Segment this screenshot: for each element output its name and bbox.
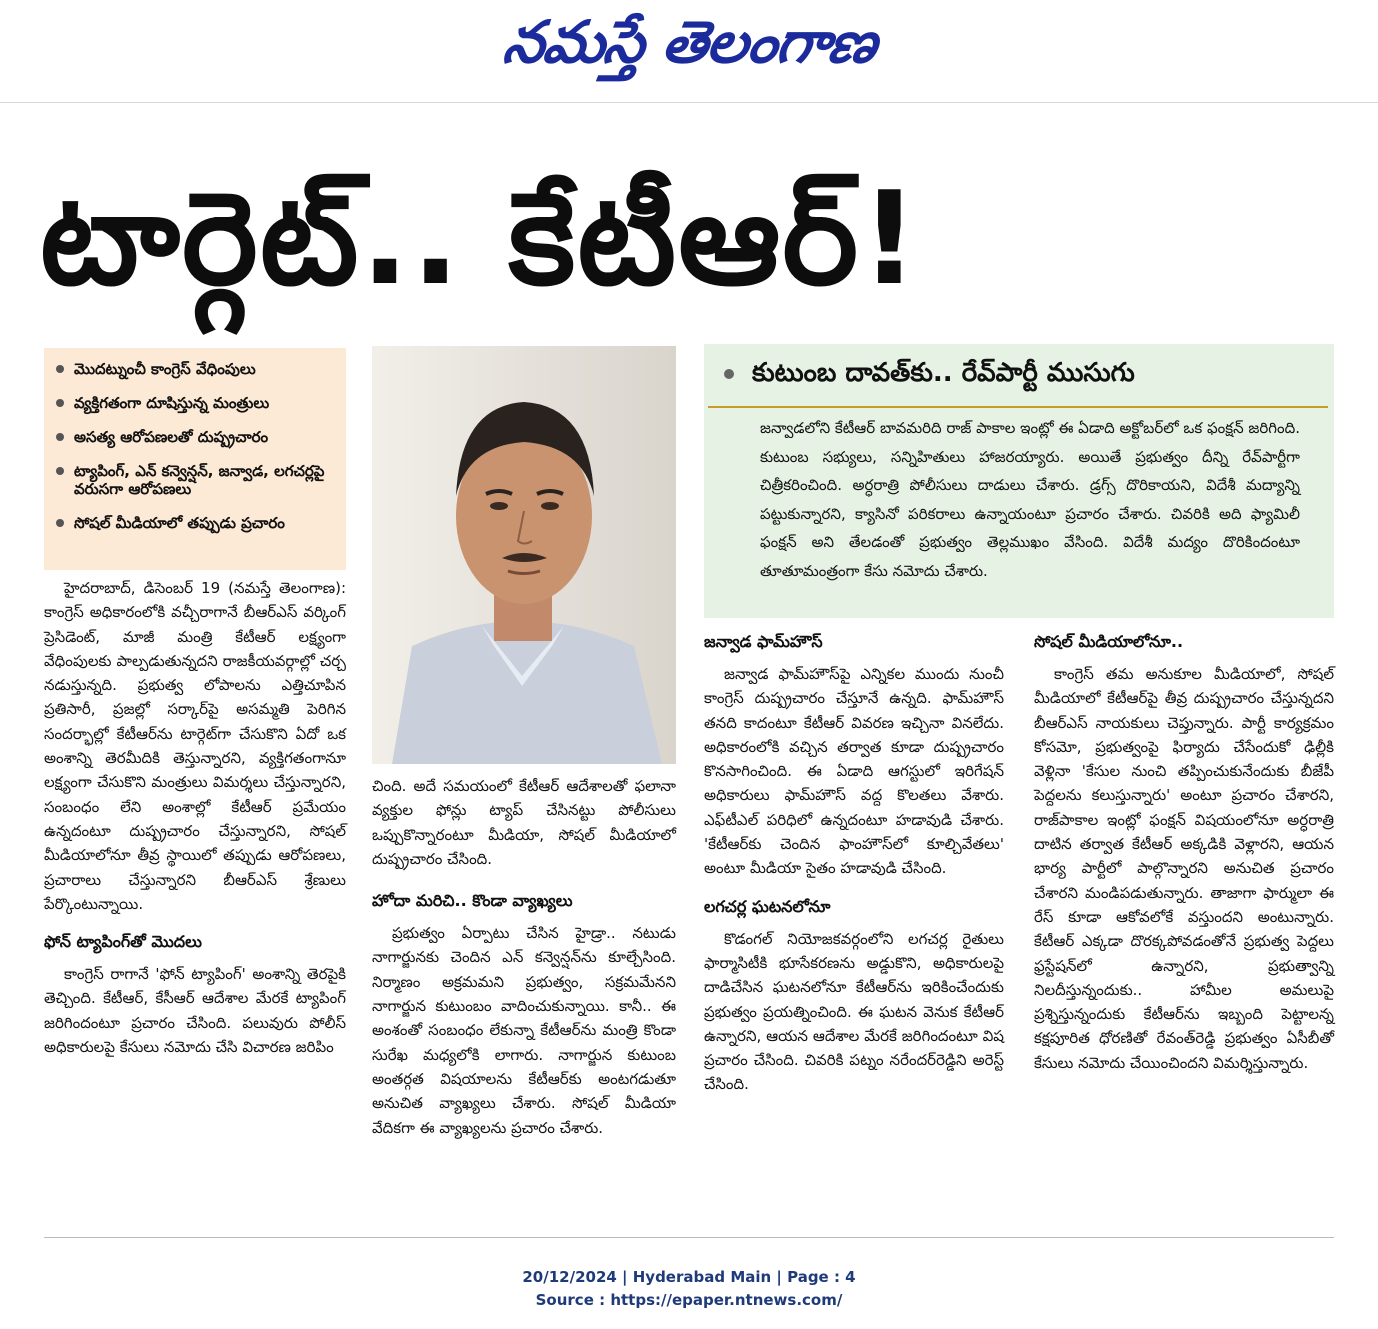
column-3: [704, 630, 1004, 1097]
footer-date-line: 20/12/2024 | Hyderabad Main | Page : 4: [522, 1268, 856, 1286]
top-divider: [0, 102, 1378, 103]
newspaper-logo: నమస్తే తెలంగాణ: [499, 8, 881, 76]
social-media-paragraph: కాంగ్రెస్ తమ అనుకూల మీడియాలో, సోషల్ మీడియాలో కేటీఆర్‌పై తీవ్ర దుష్ప్రచారం చేస్తున్నదని బీఆర్‌ఎస్ నాయకులు చెప్తున్నారు. పార్టీ కార్యక్రమం కోసమో, ప్రభుత్వంపై ఫిర్యాదు చేసేందుకో ఢిల్లీకి వెళ్లినా 'కేసుల నుంచి తప్పించుకునేందుకు బీజేపీ పెద్దలను కలుస్తున్నారు' అంటూ ప్రచారం చేశారని, రాజ్‌పాకాల ఇంట్లో ఫంక్షన్ విషయంలోనూ అర్ధరాత్రి దాటిన తర్వాత కేటీఆర్ అక్కడికి వెళ్లారని, ఆయన భార్య పార్టీలో పాల్గొన్నారని అనుచిత ప్రచారం చేశారని మండిపడుతున్నారు. తాజాగా ఫార్ములా ఈ రేస్ కూడా ఆకోవలోకే వస్తుందని అంటున్నారు. కేటీఆర్ ఎక్కడా దొరక్కపోవడంతోనే ప్రభుత్వ పెద్దలు ఫ్రస్టేషన్‌లో ఉన్నారని, ప్రభుత్వాన్ని నిలదీస్తున్నందుకు.. హామీల అమలుపై ప్రశ్నిస్తున్నందుకు కేటీఆర్‌ను ఇబ్బంది పెట్టాలన్న కక్షపూరిత ధోరణితో రేవంత్‌రెడ్డి ప్రభుత్వం ఏసీబీతో కేసులు నమోదు చేయించిందని విమర్శిస్తున్నారు.: [1034, 665, 1334, 1072]
column-2: [372, 774, 676, 1140]
portrait-illustration: [372, 346, 676, 764]
subhead-janwada-farmhouse: జన్వాడ ఫామ్‌హౌస్: [704, 632, 823, 651]
masthead: [0, 0, 1378, 104]
bottom-divider: [44, 1237, 1334, 1238]
column-4: [1034, 630, 1334, 1075]
phone-tapping-paragraph: కాంగ్రెస్ రాగానే 'ఫోన్ ట్యాపింగ్' అంశాన్ని తెరపైకి తెచ్చింది. కేటీఆర్, కేసీఆర్ ఆదేశాల మేరకే ట్యాపింగ్ జరిగిందంటూ ప్రచారం చేసింది. పలువురు పోలీస్ అధికారులపై కేసులు నమోదు చేసి విచారణ జరిపిం: [44, 965, 346, 1057]
highlight-item: సోషల్ మీడియాలో తప్పుడు ప్రచారం: [56, 514, 338, 532]
headline: టార్గెట్.. కేటీఆర్!: [40, 165, 921, 314]
bullet-icon: [56, 399, 64, 407]
bullet-icon: [56, 433, 64, 441]
highlight-item: అసత్య ఆరోపణలతో దుష్ప్రచారం: [56, 428, 338, 446]
bullet-icon: [56, 365, 64, 373]
highlight-item: వ్యక్తిగతంగా దూషిస్తున్న మంత్రులు: [56, 394, 338, 412]
box-divider: [708, 406, 1328, 408]
bullet-icon: [56, 519, 64, 527]
subhead-konda-remarks: హోదా మరిచి.. కొండా వ్యాఖ్యలు: [372, 891, 573, 911]
janwada-paragraph: జన్వాడ ఫామ్‌హౌస్‌పై ఎన్నికల ముందు నుంచీ కాంగ్రెస్ దుష్ప్రచారం చేస్తూనే ఉన్నది. ఫామ్‌హౌస్ తనది కాదంటూ కేటీఆర్ వివరణ ఇచ్చినా వినలేదు. అధికారంలోకి వచ్చిన తర్వాత కూడా దుష్ప్రచారం కొనసాగించింది. ఈ ఏడాది ఆగస్టులో ఇరిగేషన్ అధికారులు ఫామ్‌హౌస్ వద్ద కొలతలు వేశారు. ఎఫ్‌టీఎల్ పరిధిలో ఉన్నదంటూ హడావుడి చేశారు. 'కేటీఆర్‌కు చెందిన ఫాంహౌస్‌లో కూల్చివేతలు' అంటూ మీడియా సైతం హడావుడి చేసింది.: [704, 665, 1004, 878]
lagacharla-paragraph: కొడంగల్ నియోజకవర్గంలోని లగచర్ల రైతులు ఫార్మాసిటీకి భూసేకరణను అడ్డుకొని, అధికారులపై దాడిచేసిన ఘటనలోనూ కేటీఆర్‌ను ఇరికించేందుకు ప్రభుత్వం ప్రయత్నించింది. ఈ ఘటన వెనుక కేటీఆర్ ఉన్నారని, ఆయన ఆదేశాల మేరకే జరిగిందంటూ విష ప్రచారం చేసింది. చివరికి పట్నం నరేందర్‌రెడ్డిని అరెస్ట్ చేసింది.: [704, 929, 1004, 1094]
intro-paragraph: హైదరాబాద్, డిసెంబర్ 19 (నమస్తే తెలంగాణ): కాంగ్రెస్ అధికారంలోకి వచ్చీరాగానే బీఆర్‌ఎస్ వర్కింగ్ ప్రెసిడెంట్, మాజీ మంత్రి కేటీఆర్ లక్ష్యంగా వేధింపులకు పాల్పడుతున్నదని రాజకీయవర్గాల్లో చర్చ నడుస్తున్నది. ప్రభుత్వ లోపాలను ఎత్తిచూపిన ప్రతిసారీ, ప్రజల్లో సర్కార్‌పై అసమ్మతి పెరిగిన సందర్భాల్లో కేటీఆర్‌ను టార్గెట్‌గా చేసుకొని ఏదో ఒక అంశాన్ని తెరమీదికి తెస్తున్నారని, వ్యక్తిగతంగానూ లక్ష్యంగా చేసుకొని మంత్రులు విమర్శలు చేస్తున్నారని, సంబంధం లేని అంశాల్లో కేటీఆర్ ప్రమేయం ఉన్నదంటూ దుష్ప్రచారం చేస్తున్నారని, సోషల్ మీడియాలోనూ తీవ్ర స్థాయిలో తప్పుడు ఆరోపణలు, ప్రచారాలు చేస్తున్నారని బీఆర్‌ఎస్ శ్రేణులు పేర్కొంటున్నాయి.: [44, 579, 346, 913]
highlight-item: ట్యాపింగ్, ఎన్ కన్వెన్షన్, జన్వాడ, లగచర్లపై వరుసగా ఆరోపణలు: [56, 462, 338, 498]
subhead-phone-tapping: ఫోన్ ట్యాపింగ్‌తో మొదలు: [44, 932, 202, 952]
continuation-paragraph: చింది. అదే సమయంలో కేటీఆర్ ఆదేశాలతో ఫలానా వ్యక్తుల ఫోన్లు ట్యాప్ చేసినట్టు పోలీసులు ఒప్పుకొన్నారంటూ మీడియా, సోషల్ మీడియాలో దుష్ప్రచారం చేసింది.: [372, 777, 676, 868]
column-1: [44, 576, 346, 1059]
subhead-social-media: సోషల్ మీడియాలోనూ..: [1034, 632, 1184, 651]
highlight-item: మొదట్నుంచీ కాంగ్రెస్ వేధింపులు: [56, 360, 338, 378]
konda-paragraph: ప్రభుత్వం ఏర్పాటు చేసిన హైడ్రా.. నటుడు నాగార్జునకు చెందిన ఎన్ కన్వెన్షన్‌ను కూల్చేసింది. నిర్మాణం అక్రమమని ప్రభుత్వం, సక్రమమేనని నాగార్జున కుటుంబం వాదించుకున్నాయి. కానీ.. ఈ అంశంతో సంబంధం లేకున్నా కేటీఆర్‌ను మంత్రి కొండా సురేఖ మధ్యలోకి లాగారు. నాగార్జున కుటుంబ అంతర్గత విషయాలను కేటీఆర్‌కు అంటగడుతూ అనుచిత వ్యాఖ్యలు చేశారు. సోషల్ మీడియా వేదికగా ఈ వ్యాఖ్యలను ప్రచారం చేశారు.: [372, 924, 676, 1137]
box-heading: కుటుంబ దావత్‌కు.. రేవ్‌పార్టీ ముసుగు: [724, 358, 1135, 394]
subhead-lagacharla: లగచర్ల ఘటనలోనూ: [704, 896, 831, 916]
highlights-box: [44, 348, 346, 570]
box-paragraph: జన్వాడలోని కేటీఆర్ బావమరిది రాజ్ పాకాల ఇంట్లో ఈ ఏడాది అక్టోబర్‌లో ఒక ఫంక్షన్ జరిగింది. కుటుంబ సభ్యులు, సన్నిహితులు హాజరయ్యారు. అయితే ప్రభుత్వం దీన్ని రేవ్‌పార్టీగా చిత్రీకరించింది. అర్ధరాత్రి పోలీసులు దాడులు చేశారు. డ్రగ్స్ దొరికాయని, విదేశీ మద్యాన్ని పట్టుకున్నారని, క్యాసినో పరికరాలు ఉన్నాయంటూ ప్రచారం చేశారు. చివరికి అది ఫ్యామిలీ ఫంక్షన్ అని తేలడంతో ప్రభుత్వం తెల్లముఖం వేసింది. విదేశీ మద్యం దొరికిందంటూ తూతూమంత్రంగా కేసు నమోదు చేశారు.: [760, 419, 1300, 580]
footer-source-link[interactable]: Source : https://epaper.ntnews.com/: [535, 1291, 843, 1309]
portrait-photo: [372, 346, 676, 764]
sidebar-box: [704, 344, 1334, 618]
highlights-list: [44, 348, 346, 532]
bullet-icon: [724, 369, 734, 379]
bullet-icon: [56, 467, 64, 475]
